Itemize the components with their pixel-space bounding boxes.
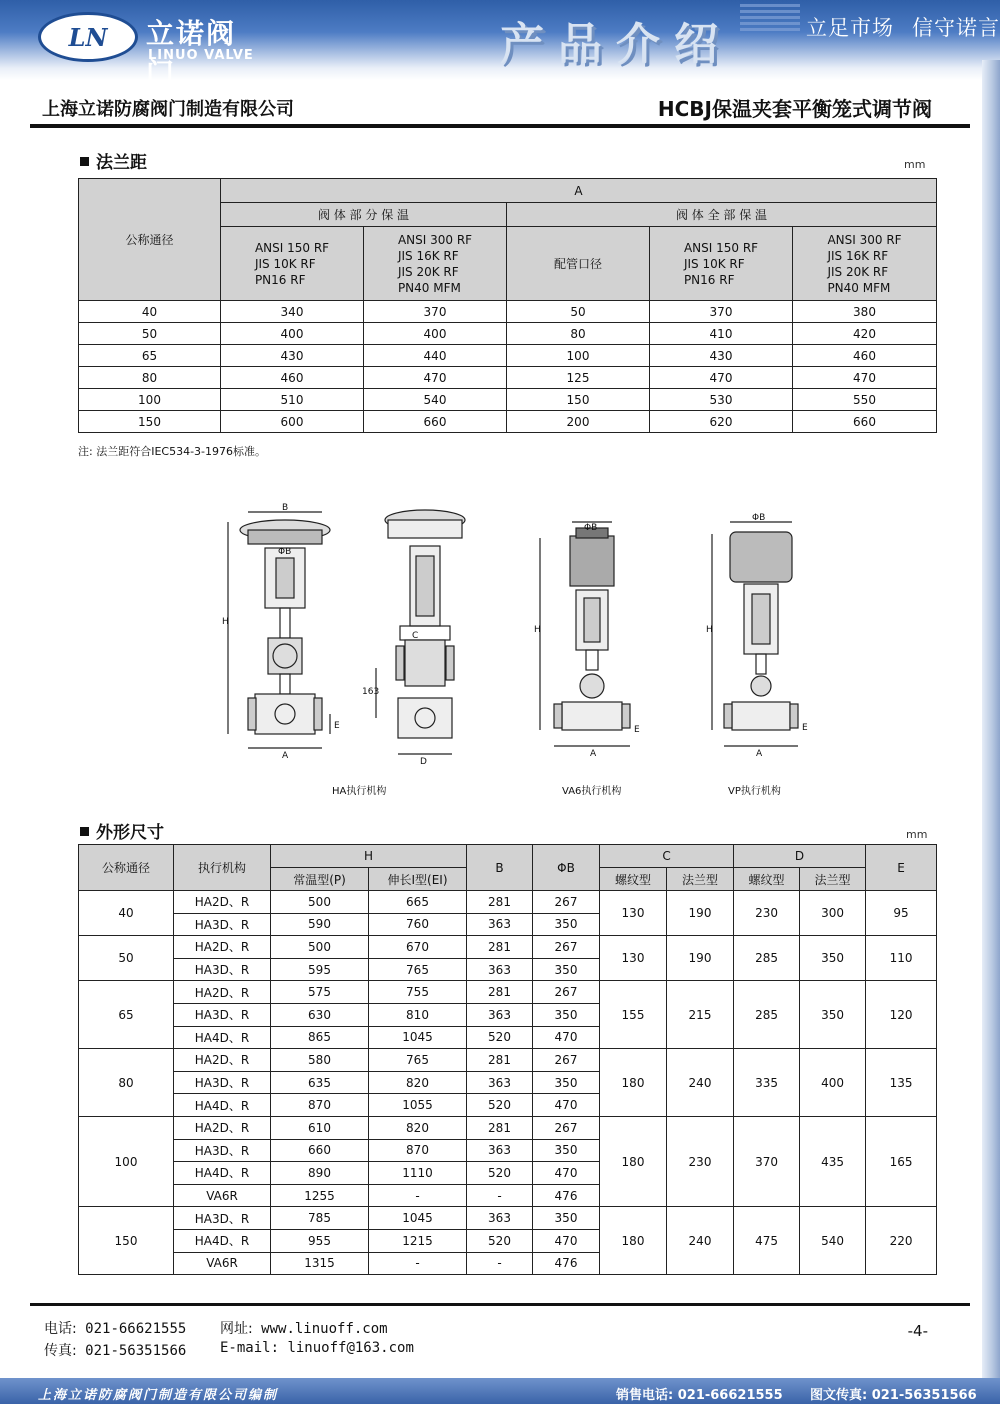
dim-h-label-va6: H [534, 625, 541, 635]
dim-h-label-vp: H [706, 625, 713, 635]
dims-cell-actuator: HA2D、R [174, 891, 271, 914]
dims-cell-actuator: VA6R [174, 1252, 271, 1275]
dims-cell-c-thread: 130 [600, 891, 667, 936]
slogan-1: 立足市场 [806, 16, 894, 40]
dims-cell-h-normal: 575 [271, 981, 369, 1004]
dims-cell-h-normal: 630 [271, 1003, 369, 1026]
dims-cell-h-normal: 610 [271, 1116, 369, 1139]
dims-cell-h-extended: 670 [369, 936, 467, 959]
table-row [79, 1049, 937, 1072]
dim-h-label-ha: H [222, 617, 229, 627]
dims-cell-phib: 350 [533, 1003, 600, 1026]
dims-cell-d-flange: 350 [800, 981, 866, 1049]
dim-b-label: B [282, 503, 289, 513]
dims-cell-c-flange: 230 [667, 1116, 734, 1206]
dims-cell-c-thread: 180 [600, 1116, 667, 1206]
bullet-square-icon [80, 827, 89, 836]
dims-header-normal: 常温型(P) [271, 868, 369, 891]
dims-cell-phib: 267 [533, 936, 600, 959]
dim-e-label-vp: E [802, 723, 808, 733]
dims-header-d: D [734, 845, 866, 868]
dims-header-phib: ΦB [533, 845, 600, 891]
dims-cell-d-thread: 475 [734, 1207, 800, 1275]
dims-cell-phib: 350 [533, 1207, 600, 1230]
company-logo[interactable] [38, 10, 258, 90]
dims-cell-actuator: HA3D、R [174, 958, 271, 981]
dims-cell-b: - [467, 1184, 533, 1207]
flange-header-std150-b: ANSI 150 RF JIS 10K RF PN16 RF [650, 227, 793, 301]
footer-fax [44, 1340, 186, 1360]
dims-cell-nominal: 100 [79, 1116, 174, 1206]
dims-cell-h-extended: 1055 [369, 1094, 467, 1117]
dims-cell-b: 281 [467, 891, 533, 914]
dims-cell-d-flange: 300 [800, 891, 866, 936]
dims-cell-c-thread: 180 [600, 1049, 667, 1117]
flange-header-full: 阀 体 全 部 保 温 [507, 203, 937, 227]
dims-cell-actuator: HA2D、R [174, 1049, 271, 1072]
footer-fax-label: 传真: [44, 1343, 77, 1359]
dims-cell-d-thread: 230 [734, 891, 800, 936]
flange-header-nominal: 公称通径 [79, 179, 221, 301]
flange-header-std300-b: ANSI 300 RF JIS 16K RF JIS 20K RF PN40 MFM [793, 227, 937, 301]
dims-cell-h-normal: 590 [271, 913, 369, 936]
dims-cell-h-normal: 785 [271, 1207, 369, 1230]
dim-phib-label-vp: ΦB [752, 513, 766, 523]
dims-cell-actuator: HA3D、R [174, 1003, 271, 1026]
table-row: 65 430 440 100 430 460 [79, 345, 937, 367]
dims-header-h: H [271, 845, 467, 868]
dims-unit: mm [906, 828, 928, 841]
dims-cell-phib: 267 [533, 1049, 600, 1072]
dims-title-text: 外形尺寸 [96, 823, 164, 843]
dims-cell-c-flange: 240 [667, 1049, 734, 1117]
dims-cell-b: 520 [467, 1229, 533, 1252]
banner-title: 产品介绍 [500, 19, 732, 70]
valve-drawings [210, 498, 810, 798]
dims-cell-h-extended: - [369, 1184, 467, 1207]
dims-cell-c-flange: 190 [667, 936, 734, 981]
dims-cell-nominal: 50 [79, 936, 174, 981]
dims-cell-phib: 470 [533, 1026, 600, 1049]
dims-cell-d-flange: 350 [800, 936, 866, 981]
dims-cell-actuator: HA3D、R [174, 1207, 271, 1230]
dim-a-label-vp: A [756, 749, 763, 759]
dims-cell-h-normal: 580 [271, 1049, 369, 1072]
dims-cell-e: 95 [866, 891, 937, 936]
bullet-square-icon [80, 157, 89, 166]
dims-cell-h-extended: 810 [369, 1003, 467, 1026]
dims-cell-e: 120 [866, 981, 937, 1049]
caption-ha: HA执行机构 [332, 786, 387, 797]
dims-cell-b: 363 [467, 1003, 533, 1026]
dims-cell-h-normal: 500 [271, 936, 369, 959]
dims-cell-actuator: HA3D、R [174, 1139, 271, 1162]
dims-cell-nominal: 80 [79, 1049, 174, 1117]
dims-cell-h-normal: 595 [271, 958, 369, 981]
dims-cell-c-thread: 155 [600, 981, 667, 1049]
dims-cell-phib: 350 [533, 1071, 600, 1094]
footer-phone [44, 1318, 186, 1338]
dims-cell-e: 165 [866, 1116, 937, 1206]
footer-fax-value: 021-56351566 [85, 1343, 187, 1359]
slogan-2: 信守诺言 [912, 16, 1000, 40]
flange-unit: mm [904, 158, 926, 171]
dims-cell-h-extended: 1045 [369, 1207, 467, 1230]
table-row: 50 400 400 80 410 420 [79, 323, 937, 345]
footer-website-link[interactable]: www.linuoff.com [261, 1321, 388, 1337]
dims-cell-c-thread: 180 [600, 1207, 667, 1275]
flange-header-std150-a: ANSI 150 RF JIS 10K RF PN16 RF [221, 227, 364, 301]
dims-cell-h-extended: 760 [369, 913, 467, 936]
dims-cell-b: - [467, 1252, 533, 1275]
dims-cell-b: 520 [467, 1094, 533, 1117]
dims-cell-b: 281 [467, 936, 533, 959]
dims-cell-actuator: VA6R [174, 1184, 271, 1207]
table-row: 150 600 660 200 620 660 [79, 411, 937, 433]
footer-phone-value: 021-66621555 [85, 1321, 187, 1337]
table-row: 100 510 540 150 530 550 [79, 389, 937, 411]
dims-cell-b: 363 [467, 1139, 533, 1162]
logo-english-name: LINUO VALVE [148, 48, 254, 63]
flange-header-a: A [221, 179, 937, 203]
flange-title-text: 法兰距 [96, 153, 147, 173]
logo-mark-text: LN [68, 23, 108, 52]
flange-table [78, 178, 937, 433]
dims-cell-e: 220 [866, 1207, 937, 1275]
banner-stripes [740, 4, 800, 34]
table-row [79, 936, 937, 959]
footer-website[interactable] [220, 1318, 388, 1338]
dims-section-title [80, 818, 164, 843]
table-row: 40 340 370 50 370 380 [79, 301, 937, 323]
flange-note: 注: 法兰距符合IEC534-3-1976标准。 [78, 445, 267, 458]
dims-cell-h-extended: 1215 [369, 1229, 467, 1252]
dims-cell-d-thread: 335 [734, 1049, 800, 1117]
header-banner [0, 0, 1000, 90]
dims-cell-h-extended: 1110 [369, 1162, 467, 1185]
dim-e-label-va6: E [634, 725, 640, 735]
dims-cell-actuator: HA4D、R [174, 1162, 271, 1185]
dims-cell-h-normal: 1255 [271, 1184, 369, 1207]
footer-email[interactable] [220, 1340, 414, 1356]
dims-cell-d-thread: 370 [734, 1116, 800, 1206]
dims-cell-d-flange: 435 [800, 1116, 866, 1206]
dims-cell-h-normal: 635 [271, 1071, 369, 1094]
dims-cell-b: 520 [467, 1026, 533, 1049]
dims-cell-actuator: HA3D、R [174, 913, 271, 936]
flange-header-pipe: 配管口径 [507, 227, 650, 301]
caption-vp: VP执行机构 [728, 786, 781, 797]
company-name: 上海立诺防腐阀门制造有限公司 [42, 99, 294, 120]
dims-cell-h-normal: 890 [271, 1162, 369, 1185]
dims-cell-e: 135 [866, 1049, 937, 1117]
page-edge-decoration [982, 60, 1000, 1390]
dim-phib-label-va6: ΦB [584, 523, 598, 533]
dims-cell-nominal: 65 [79, 981, 174, 1049]
footer-compiled-by: 上海立诺防腐阀门制造有限公司编制 [38, 1388, 279, 1403]
dims-cell-h-extended: - [369, 1252, 467, 1275]
dims-cell-d-flange: 540 [800, 1207, 866, 1275]
dims-cell-h-normal: 865 [271, 1026, 369, 1049]
dims-cell-d-thread: 285 [734, 981, 800, 1049]
dims-header-extended: 伸长I型(EI) [369, 868, 467, 891]
dims-cell-c-flange: 240 [667, 1207, 734, 1275]
page-number: -4- [907, 1322, 928, 1340]
dims-cell-b: 520 [467, 1162, 533, 1185]
header-divider [30, 124, 970, 128]
dims-table [78, 844, 937, 1275]
dims-cell-h-extended: 870 [369, 1139, 467, 1162]
dims-cell-phib: 267 [533, 1116, 600, 1139]
dim-a-label-ha: A [282, 751, 289, 761]
dims-cell-c-thread: 130 [600, 936, 667, 981]
dims-header-c-thread: 螺纹型 [600, 868, 667, 891]
dims-cell-actuator: HA3D、R [174, 1071, 271, 1094]
dims-header-e: E [866, 845, 937, 891]
table-row [79, 891, 937, 914]
dims-cell-h-normal: 500 [271, 891, 369, 914]
dims-cell-phib: 350 [533, 913, 600, 936]
dims-cell-h-normal: 660 [271, 1139, 369, 1162]
dims-cell-phib: 350 [533, 958, 600, 981]
dims-cell-actuator: HA2D、R [174, 936, 271, 959]
dims-header-c: C [600, 845, 734, 868]
dim-phib-label-ha: ΦB [278, 547, 292, 557]
dim-d-label: D [420, 757, 427, 767]
logo-mark-icon [38, 12, 138, 62]
dims-header-d-flange: 法兰型 [800, 868, 866, 891]
dims-cell-h-extended: 755 [369, 981, 467, 1004]
dims-cell-d-thread: 285 [734, 936, 800, 981]
dims-cell-c-flange: 190 [667, 891, 734, 936]
dim-c-label: C [412, 631, 419, 641]
footer-fax-line: 图文传真: 021-56351566 [810, 1388, 977, 1403]
dims-cell-phib: 476 [533, 1184, 600, 1207]
dims-cell-h-normal: 955 [271, 1229, 369, 1252]
dims-cell-phib: 267 [533, 891, 600, 914]
dims-header-d-thread: 螺纹型 [734, 868, 800, 891]
dims-cell-actuator: HA4D、R [174, 1026, 271, 1049]
dims-cell-actuator: HA4D、R [174, 1229, 271, 1252]
footer-divider [30, 1303, 970, 1306]
table-row [79, 1116, 937, 1139]
dims-cell-h-normal: 870 [271, 1094, 369, 1117]
dims-cell-b: 363 [467, 913, 533, 936]
dims-table-body [79, 891, 937, 1275]
dims-cell-actuator: HA2D、R [174, 981, 271, 1004]
dims-cell-b: 281 [467, 1049, 533, 1072]
dims-cell-phib: 267 [533, 981, 600, 1004]
dims-cell-phib: 476 [533, 1252, 600, 1275]
dim-e-label-ha: E [334, 721, 340, 731]
dims-cell-d-flange: 400 [800, 1049, 866, 1117]
flange-header-std300-a: ANSI 300 RF JIS 16K RF JIS 20K RF PN40 MFM [364, 227, 507, 301]
dims-header-nominal: 公称通径 [79, 845, 174, 891]
dims-cell-phib: 470 [533, 1229, 600, 1252]
dims-cell-h-extended: 820 [369, 1071, 467, 1094]
dims-cell-b: 363 [467, 1071, 533, 1094]
caption-va6: VA6执行机构 [562, 786, 622, 797]
dims-cell-h-extended: 665 [369, 891, 467, 914]
footer-website-label: 网址: [220, 1321, 253, 1337]
dims-cell-actuator: HA4D、R [174, 1094, 271, 1117]
table-row [79, 981, 937, 1004]
dims-cell-e: 110 [866, 936, 937, 981]
valve-drawings-svg [210, 498, 810, 798]
flange-header-partial: 阀 体 部 分 保 温 [221, 203, 507, 227]
dims-cell-phib: 470 [533, 1162, 600, 1185]
dims-cell-h-extended: 765 [369, 1049, 467, 1072]
dims-cell-c-flange: 215 [667, 981, 734, 1049]
dims-header-c-flange: 法兰型 [667, 868, 734, 891]
dims-cell-nominal: 40 [79, 891, 174, 936]
dims-header-b: B [467, 845, 533, 891]
dims-cell-phib: 470 [533, 1094, 600, 1117]
table-row: 80 460 470 125 470 470 [79, 367, 937, 389]
dims-header-actuator: 执行机构 [174, 845, 271, 891]
dims-cell-h-extended: 820 [369, 1116, 467, 1139]
dims-cell-nominal: 150 [79, 1207, 174, 1275]
dims-cell-b: 363 [467, 958, 533, 981]
flange-section-title [80, 148, 147, 173]
logo-chinese-name: 立诺阀门 [146, 17, 237, 90]
dims-cell-b: 281 [467, 981, 533, 1004]
dims-cell-b: 281 [467, 1116, 533, 1139]
product-name: HCBJ保温夹套平衡笼式调节阀 [657, 97, 932, 121]
table-row [79, 1207, 937, 1230]
dim-163-label: 163 [362, 687, 380, 697]
footer-email-label: E-mail: [220, 1340, 280, 1356]
dims-cell-h-extended: 765 [369, 958, 467, 981]
dims-cell-h-normal: 1315 [271, 1252, 369, 1275]
dims-cell-actuator: HA2D、R [174, 1116, 271, 1139]
dims-cell-h-extended: 1045 [369, 1026, 467, 1049]
dims-cell-b: 363 [467, 1207, 533, 1230]
footer-email-link[interactable]: linuoff@163.com [287, 1340, 414, 1356]
dims-cell-phib: 350 [533, 1139, 600, 1162]
footer-sales-phone: 销售电话: 021-66621555 [616, 1388, 783, 1403]
dim-a-label-va6: A [590, 749, 597, 759]
footer-phone-label: 电话: [44, 1321, 77, 1337]
